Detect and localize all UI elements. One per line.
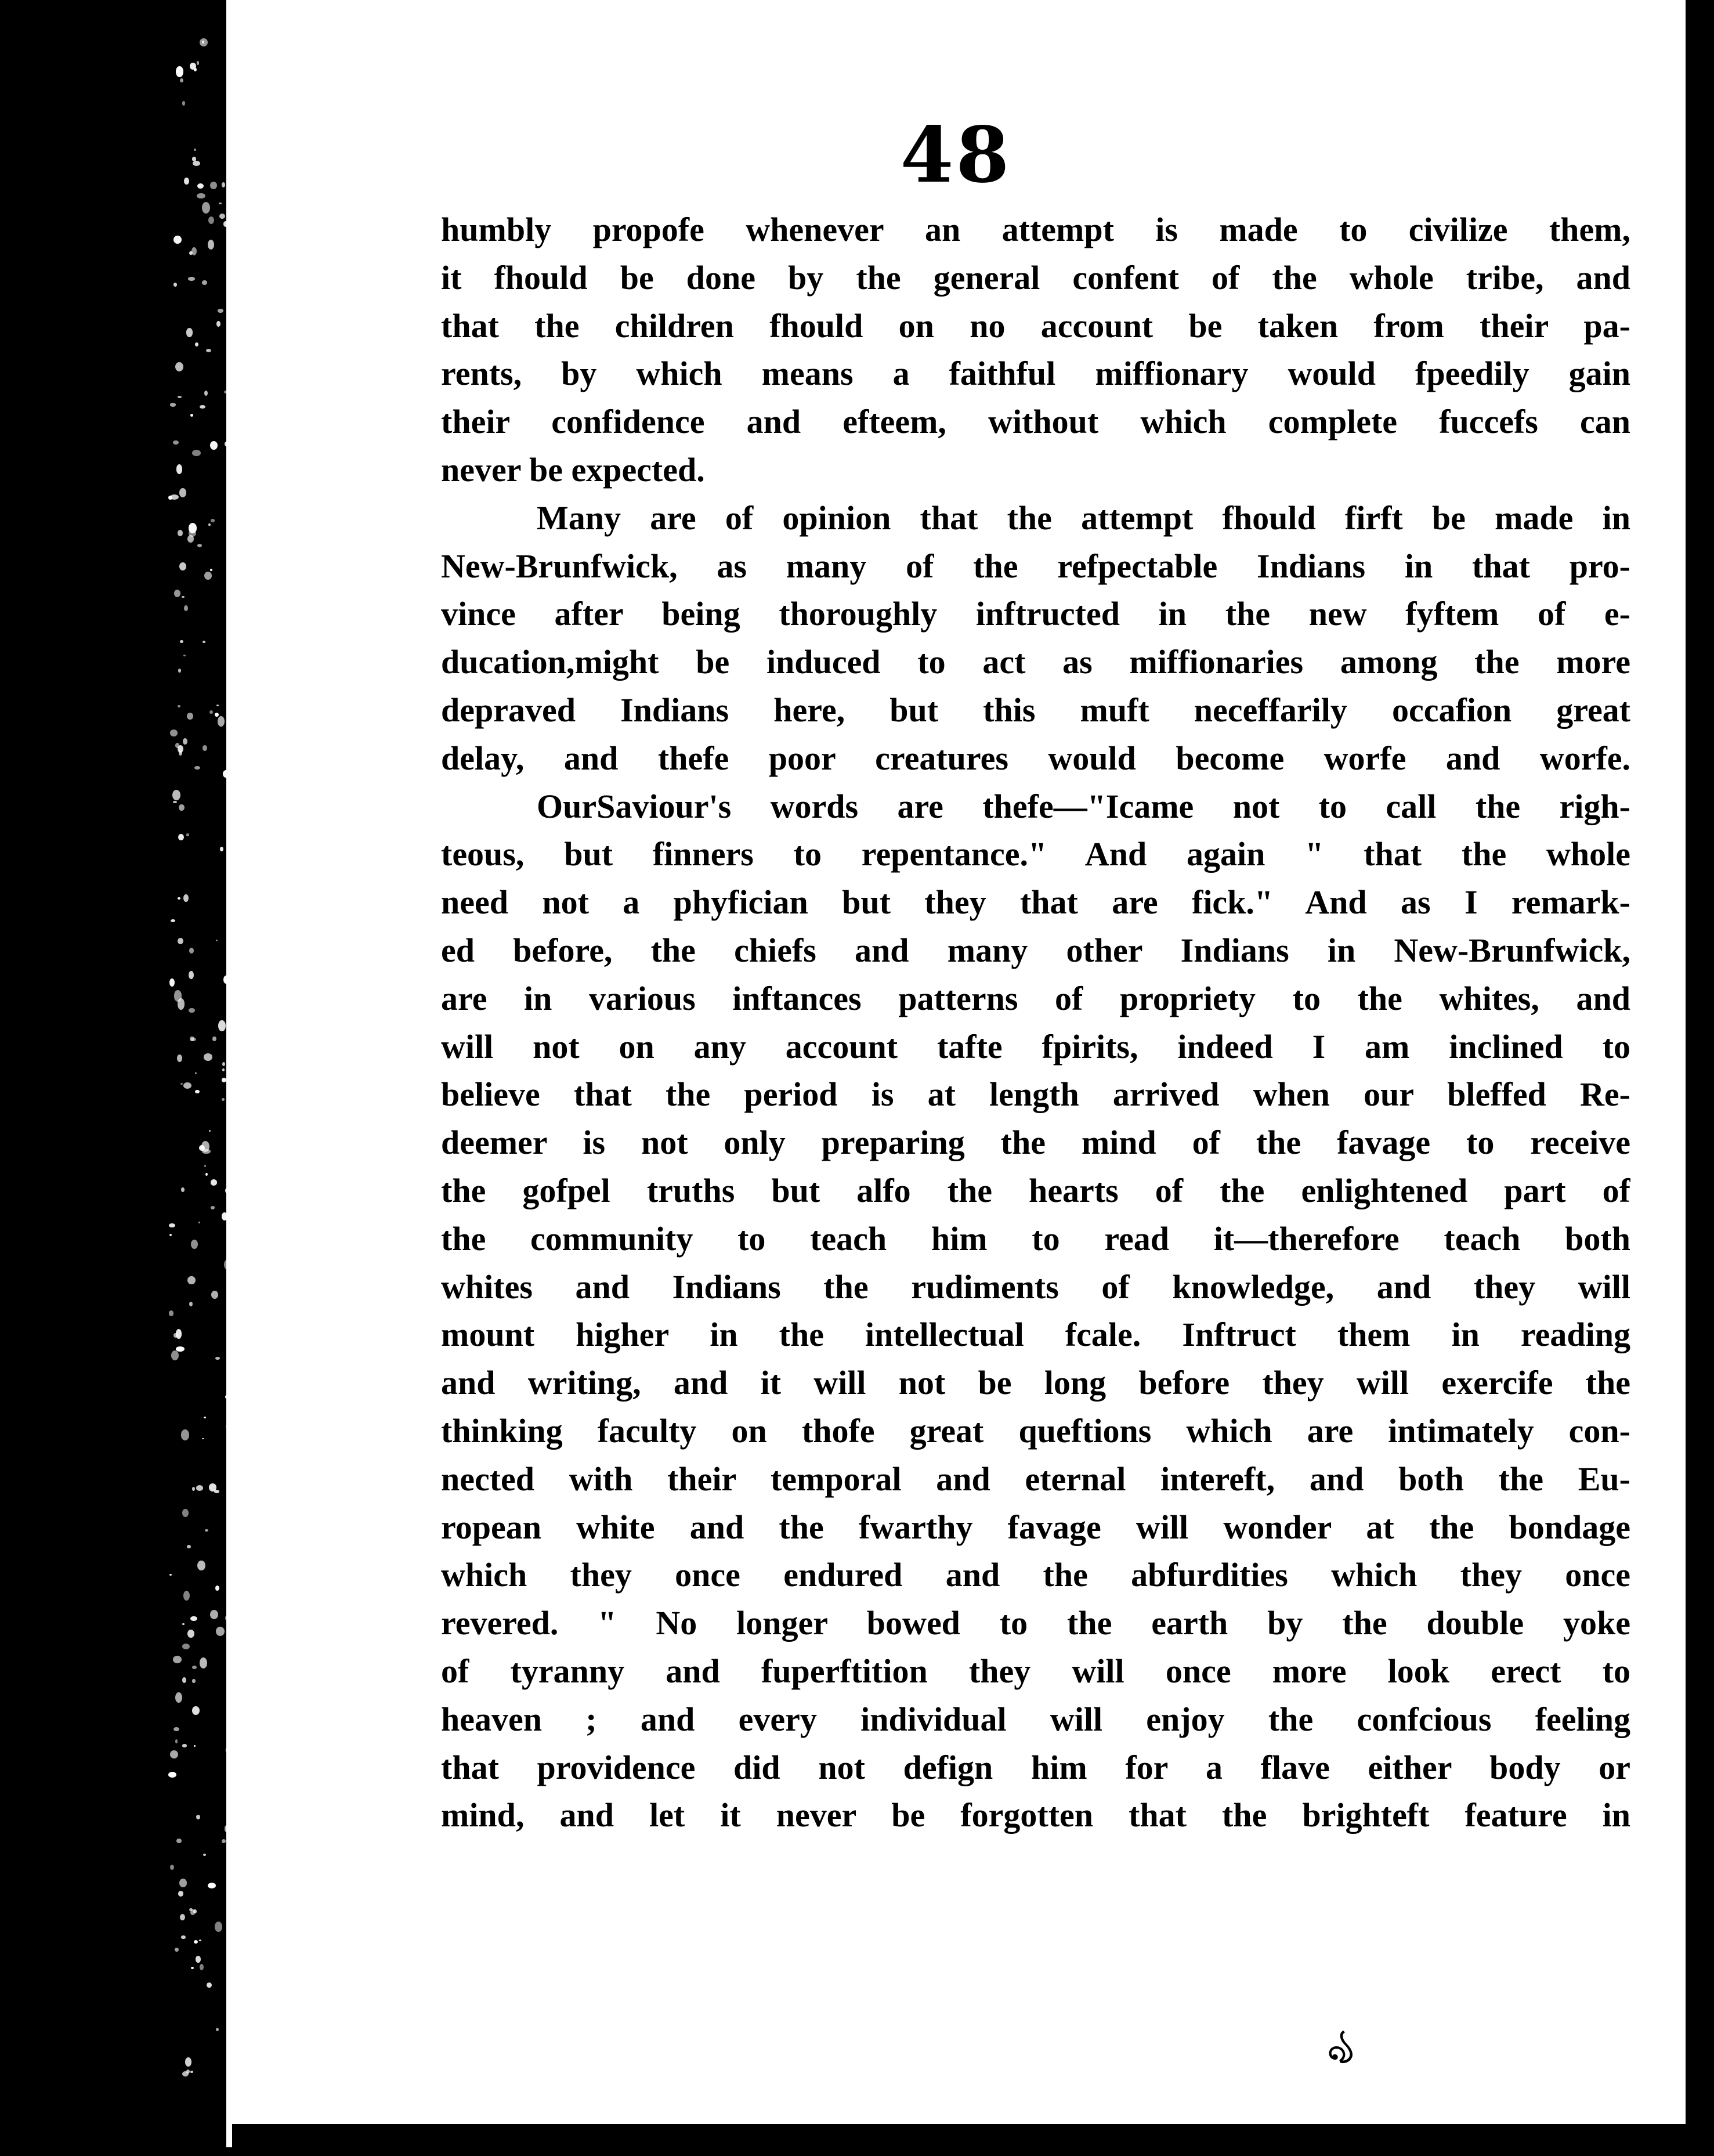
speckle (178, 1891, 183, 1897)
speckle (216, 1627, 224, 1636)
text-line: mount higher in the intellectual fcale. Inftruct them in reading (441, 1316, 1630, 1354)
speckle (178, 396, 182, 399)
speckle (204, 572, 212, 580)
speckle (186, 2070, 190, 2074)
speckle (222, 1078, 226, 1082)
bottom-page-edge (232, 2124, 1714, 2156)
speckle (190, 1616, 197, 1621)
speckle (197, 544, 202, 547)
speckle (173, 1656, 182, 1663)
speckle (219, 203, 222, 204)
speckle (175, 743, 179, 748)
text-line: ed before, the chiefs and many other Indians in New-Brunfwick, (441, 931, 1630, 969)
speckle (200, 405, 205, 409)
speckle (209, 1130, 211, 1132)
speckle (175, 1739, 178, 1743)
speckle (176, 1346, 185, 1352)
speckle (209, 710, 213, 714)
speckle (171, 919, 175, 922)
speckle (190, 414, 193, 417)
speckle (194, 149, 196, 150)
speckle (210, 441, 218, 450)
speckle (173, 801, 177, 803)
speckle (178, 897, 180, 900)
speckle (222, 1068, 225, 1071)
speckle (192, 1679, 195, 1683)
speckle (200, 38, 207, 46)
speckle (182, 1677, 187, 1684)
speckle (170, 729, 178, 736)
speckle (203, 641, 206, 644)
text-line: need not a phyfician but they that are fick." And as I remark- (441, 883, 1630, 922)
speckle (200, 1657, 207, 1669)
speckle (173, 440, 179, 445)
speckle (196, 1815, 200, 1819)
speckle (210, 1610, 218, 1619)
speckle (219, 214, 225, 219)
speckle (187, 1630, 194, 1638)
speckle (188, 277, 194, 281)
speckle (169, 1223, 175, 1227)
speckle (208, 216, 214, 224)
text-line: their confidence and efteem, without which complete fuccefs can (441, 403, 1630, 441)
text-line: humbly propofe whenever an attempt is made to civilize them, (441, 211, 1630, 248)
speckle (179, 1879, 187, 1887)
text-line: are in various inftances patterns of propriety to the whites, and (441, 979, 1630, 1017)
speckle (181, 1429, 190, 1440)
speckle (192, 450, 200, 456)
text-line: rents, by which means a faithful miffionary would fpeedily gain (441, 355, 1630, 393)
speckle (210, 182, 217, 189)
speckle (183, 738, 187, 745)
text-line: nected with their temporal and eternal intereft, and both the Eu- (441, 1460, 1630, 1498)
speckle (176, 1839, 182, 1843)
speckle (178, 530, 183, 536)
speckle (185, 2057, 191, 2067)
speckle (183, 1591, 190, 1601)
page-number: 48 (900, 110, 1012, 200)
speckle (208, 1883, 216, 1888)
text-line: vince after being thoroughly inftructed in the new fyftem of e- (441, 595, 1630, 633)
speckle (204, 391, 208, 396)
text-line: that the children fhould on no account be taken from their pa- (441, 306, 1630, 345)
speckle (211, 1179, 217, 1186)
speckle (215, 1357, 220, 1360)
speckle (202, 1438, 204, 1440)
speckle (184, 178, 189, 185)
speckle (168, 1772, 176, 1778)
speckle (184, 605, 188, 611)
speckle (179, 562, 186, 571)
speckle (198, 1222, 200, 1223)
speckle (208, 523, 211, 526)
text-line: never be expected. (441, 450, 705, 489)
text-line: will not on any account tafte fpirits, indeed I am inclined to (441, 1027, 1630, 1066)
speckle (197, 61, 200, 64)
speckle (182, 1623, 185, 1625)
speckle (192, 1706, 200, 1715)
text-line: the gofpel truths but alfo the hearts of the enlightened part of (441, 1171, 1630, 1209)
speckle (181, 1935, 185, 1940)
text-line: which they once endured and the abfurdities which they once (441, 1556, 1630, 1594)
text-line: whites and Indians the rudiments of knowledge, and they will (441, 1267, 1630, 1306)
speckle (204, 1053, 212, 1061)
speckle (197, 1561, 205, 1570)
speckle (207, 1982, 212, 1988)
right-page-edge (1688, 23, 1714, 2156)
text-line: OurSaviour's words are thefe—"Icame not to call the righ- (537, 787, 1630, 825)
speckle (179, 750, 182, 755)
speckle (216, 940, 218, 941)
text-line: delay, and thefe poor creatures would become worfe and worfe. (441, 739, 1630, 777)
speckle (211, 1291, 218, 1298)
speckle (169, 1310, 174, 1316)
speckle (204, 1165, 206, 1167)
speckle (182, 1644, 190, 1649)
text-line: New-Brunfwick, as many of the refpectable Indians in that pro- (441, 547, 1630, 585)
speckle (206, 349, 211, 352)
speckle (196, 1485, 203, 1491)
speckle (216, 321, 220, 327)
text-line: deemer is not only preparing the mind of the favage to receive (441, 1124, 1630, 1162)
speckle (177, 1054, 182, 1061)
speckle (220, 847, 223, 851)
speckle (187, 1276, 196, 1285)
speckle (170, 403, 176, 407)
speckle (195, 1090, 199, 1093)
speckle (195, 342, 198, 346)
speckle (178, 669, 181, 673)
speckle (187, 535, 194, 543)
speckle (170, 1865, 174, 1870)
speckle (183, 655, 186, 656)
speckle (204, 1417, 206, 1419)
speckle (176, 1329, 182, 1339)
speckle (200, 1964, 204, 1970)
speckle (203, 1854, 207, 1857)
speckle (222, 1062, 225, 1066)
text-line: ducation,might be induced to act as miffionaries among the more (441, 643, 1630, 681)
speckle (187, 713, 194, 720)
speckle (189, 971, 194, 979)
speckle (183, 894, 188, 902)
speckle (182, 101, 186, 106)
speckle (189, 1008, 194, 1012)
speckle (182, 596, 185, 598)
speckle (175, 1692, 182, 1703)
speckle (178, 705, 180, 707)
speckle (192, 1666, 196, 1669)
speckle (212, 1037, 216, 1041)
speckle (216, 2028, 219, 2031)
speckle (215, 1922, 222, 1932)
speckle (192, 157, 196, 161)
speckle (187, 1545, 190, 1548)
speckle (191, 1967, 194, 1969)
speckle (183, 1082, 191, 1089)
speckle (189, 251, 192, 255)
speckle (202, 280, 207, 285)
speckle (211, 1206, 215, 1209)
text-line: believe that the period is at length arrived when our bleffed Re- (441, 1075, 1630, 1114)
text-line: ropean white and the fwarthy favage will wonder at the bondage (441, 1508, 1630, 1546)
binding-edge (0, 0, 232, 2156)
speckle (178, 938, 183, 944)
speckle (205, 1529, 208, 1532)
speckle (175, 1948, 179, 1952)
speckle (173, 1727, 179, 1731)
speckle (168, 496, 172, 500)
speckle (189, 948, 194, 954)
speckle (210, 569, 213, 571)
speckle (169, 1234, 172, 1236)
speckle (194, 766, 200, 770)
speckle (182, 1744, 187, 1747)
speckle (172, 790, 180, 800)
speckle (203, 745, 207, 751)
speckle (174, 590, 180, 598)
speckle (222, 1839, 226, 1843)
body-text (441, 206, 1630, 1840)
ink-mark: ঌ (1319, 2016, 1368, 2078)
speckle (181, 1187, 185, 1191)
speckle (215, 713, 219, 717)
speckle (180, 640, 184, 643)
text-line: the community to teach him to read it—therefore teach both (441, 1219, 1630, 1258)
speckle (205, 1173, 208, 1176)
speckle (171, 1350, 179, 1360)
speckle (216, 705, 219, 706)
speckle (186, 833, 189, 836)
speckle (173, 283, 177, 286)
speckle (197, 193, 205, 199)
speckle (202, 202, 210, 214)
speckle (179, 488, 186, 497)
speckle (178, 834, 184, 840)
text-line: and writing, and it will not be long before they will exercife the (441, 1364, 1630, 1402)
speckle (215, 1586, 219, 1591)
text-line: depraved Indians here, but this muft neceffarily occafion great (441, 691, 1630, 729)
speckle (211, 519, 215, 522)
speckle (179, 804, 184, 811)
speckle (199, 1940, 201, 1941)
speckle (180, 1914, 185, 1920)
speckle (173, 236, 182, 244)
speckle (190, 1037, 194, 1041)
text-line: mind, and let it never be forgotten that the brighteft feature in (441, 1796, 1630, 1834)
speckle (192, 1487, 195, 1491)
text-line: it fhould be done by the general confent of the whole tribe, and (441, 258, 1630, 297)
speckle (193, 161, 200, 166)
speckle (186, 328, 193, 337)
speckle (169, 1574, 172, 1576)
text-line: heaven ; and every individual will enjoy the confcious feeling (441, 1700, 1630, 1738)
speckle (218, 716, 225, 727)
speckle (174, 990, 182, 1001)
text-line: revered. " No longer bowed to the earth by the double yoke (441, 1604, 1630, 1642)
speckle (195, 1072, 197, 1074)
speckle (169, 978, 175, 987)
text-line: that providence did not defign him for a flave either body or (441, 1748, 1630, 1786)
speckle (194, 1940, 198, 1944)
text-line: Many are of opinion that the attempt fhould firft be made in (537, 499, 1630, 537)
speckle (194, 1745, 196, 1747)
speckle (197, 183, 204, 189)
speckle (196, 1956, 200, 1962)
speckle (189, 1302, 193, 1306)
speckle (180, 1083, 183, 1085)
speckle (170, 1750, 178, 1758)
speckle (175, 362, 183, 371)
speckle (182, 1509, 189, 1517)
speckle (180, 78, 183, 82)
speckle (208, 240, 215, 250)
speckle (218, 309, 223, 312)
speckle (190, 2071, 194, 2073)
speckle (176, 66, 183, 77)
speckle (218, 1020, 225, 1031)
speckle (222, 1098, 225, 1101)
speckle (201, 1141, 209, 1152)
text-line: teous, but finners to repentance." And again " that the whole (441, 835, 1630, 873)
speckle (222, 182, 225, 187)
speckle (176, 464, 183, 474)
speckle (191, 1240, 198, 1249)
speckle (214, 1490, 219, 1493)
text-line: of tyranny and fuperftition they will once more look erect to (441, 1652, 1630, 1690)
text-line: thinking faculty on thofe great queftions which are intimately con- (441, 1411, 1630, 1450)
